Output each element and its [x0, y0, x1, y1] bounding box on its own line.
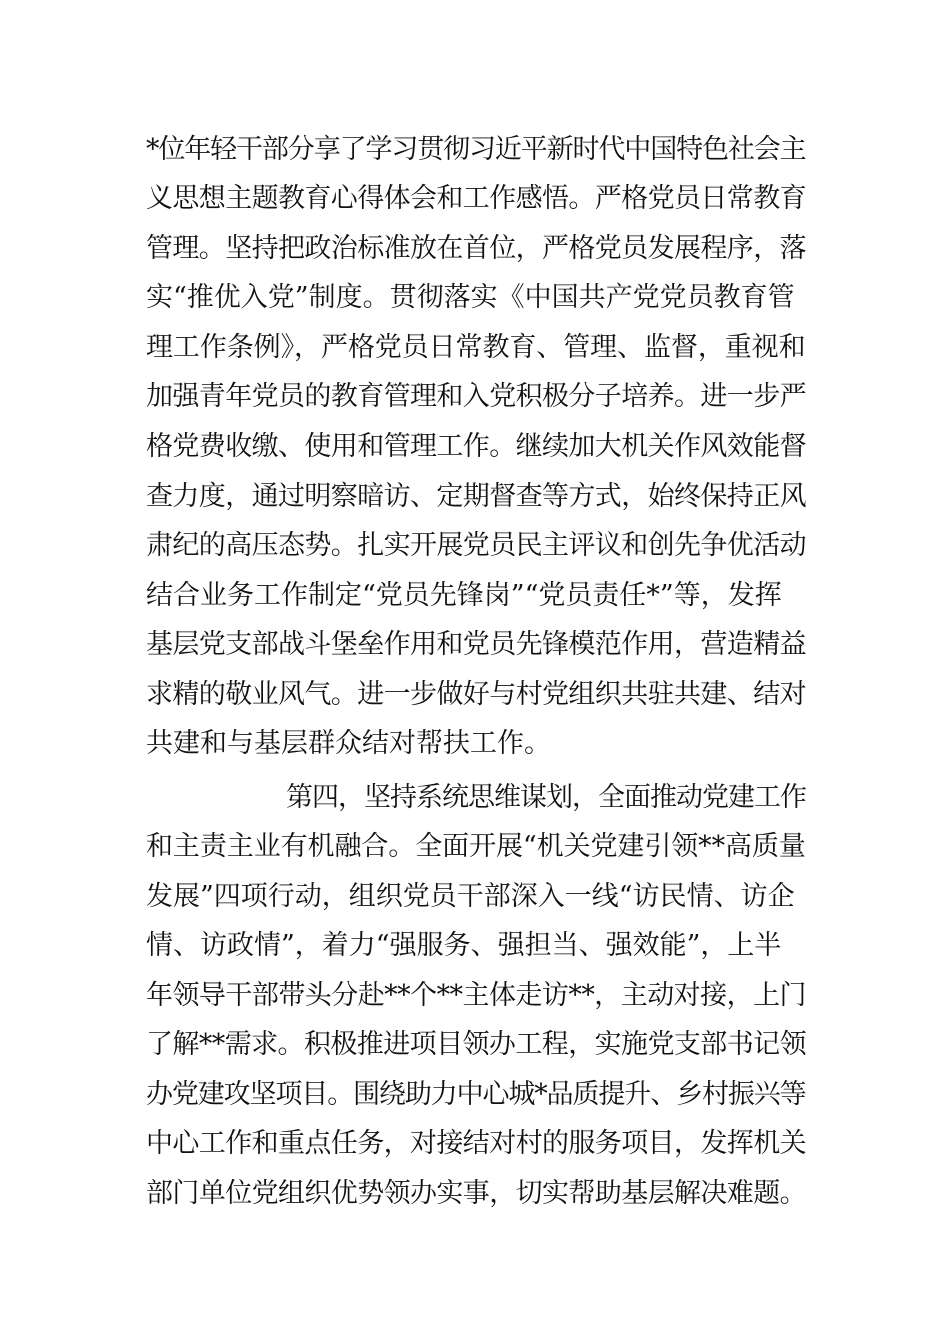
paragraph-line: 基层党支部战斗堡垒作用和党员先锋模范作用，营造精益: [146, 629, 806, 660]
paragraph-line: 发展”四项行动，组织党员干部深入一线“访民情、访企: [146, 881, 795, 912]
paragraph-line: 部门单位党组织优势领办实事，切实帮助基层解决难题。: [146, 1178, 806, 1209]
paragraph-line: 求精的敬业风气。进一步做好与村党组织共驻共建、结对: [146, 679, 806, 710]
paragraph-line: 管理。坚持把政治标准放在首位，严格党员发展程序，落: [146, 233, 806, 264]
paragraph-line: 结合业务工作制定“党员先锋岗”“党员责任*”等，发挥: [146, 580, 782, 611]
paragraph-line: 情、访政情”，着力“强服务、强担当、强效能”，上半: [146, 930, 782, 961]
paragraph-line: 义思想主题教育心得体会和工作感悟。严格党员日常教育: [146, 183, 806, 214]
paragraph-heading-line: 第四，坚持系统思维谋划，全面推动党建工作: [286, 782, 806, 813]
paragraph-line: 中心工作和重点任务，对接结对村的服务项目，发挥机关: [146, 1128, 806, 1159]
paragraph-line: 理工作条例》，严格党员日常教育、管理、监督，重视和: [146, 332, 806, 363]
paragraph-line: 实“推优入党”制度。贯彻落实《中国共产党党员教育管: [146, 282, 795, 313]
paragraph-line: 查力度，通过明察暗访、定期督查等方式，始终保持正风: [146, 481, 806, 512]
paragraph-line: 年领导干部带头分赴**个**主体走访**，主动对接，上门: [146, 980, 806, 1011]
paragraph-line: 肃纪的高压态势。扎实开展党员民主评议和创先争优活动: [146, 530, 806, 561]
paragraph-line: 和主责主业有机融合。全面开展“机关党建引领**高质量: [146, 831, 806, 862]
paragraph-line: 格党费收缴、使用和管理工作。继续加大机关作风效能督: [146, 431, 806, 462]
paragraph-line: 办党建攻坚项目。围绕助力中心城*品质提升、乡村振兴等: [146, 1079, 806, 1110]
paragraph-line: *位年轻干部分享了学习贯彻习近平新时代中国特色社会主: [146, 134, 806, 165]
paragraph-line: 加强青年党员的教育管理和入党积极分子培养。进一步严: [146, 381, 806, 412]
paragraph-line: 共建和与基层群众结对帮扶工作。: [146, 728, 551, 759]
paragraph-line: 了解**需求。积极推进项目领办工程，实施党支部书记领: [146, 1029, 806, 1060]
